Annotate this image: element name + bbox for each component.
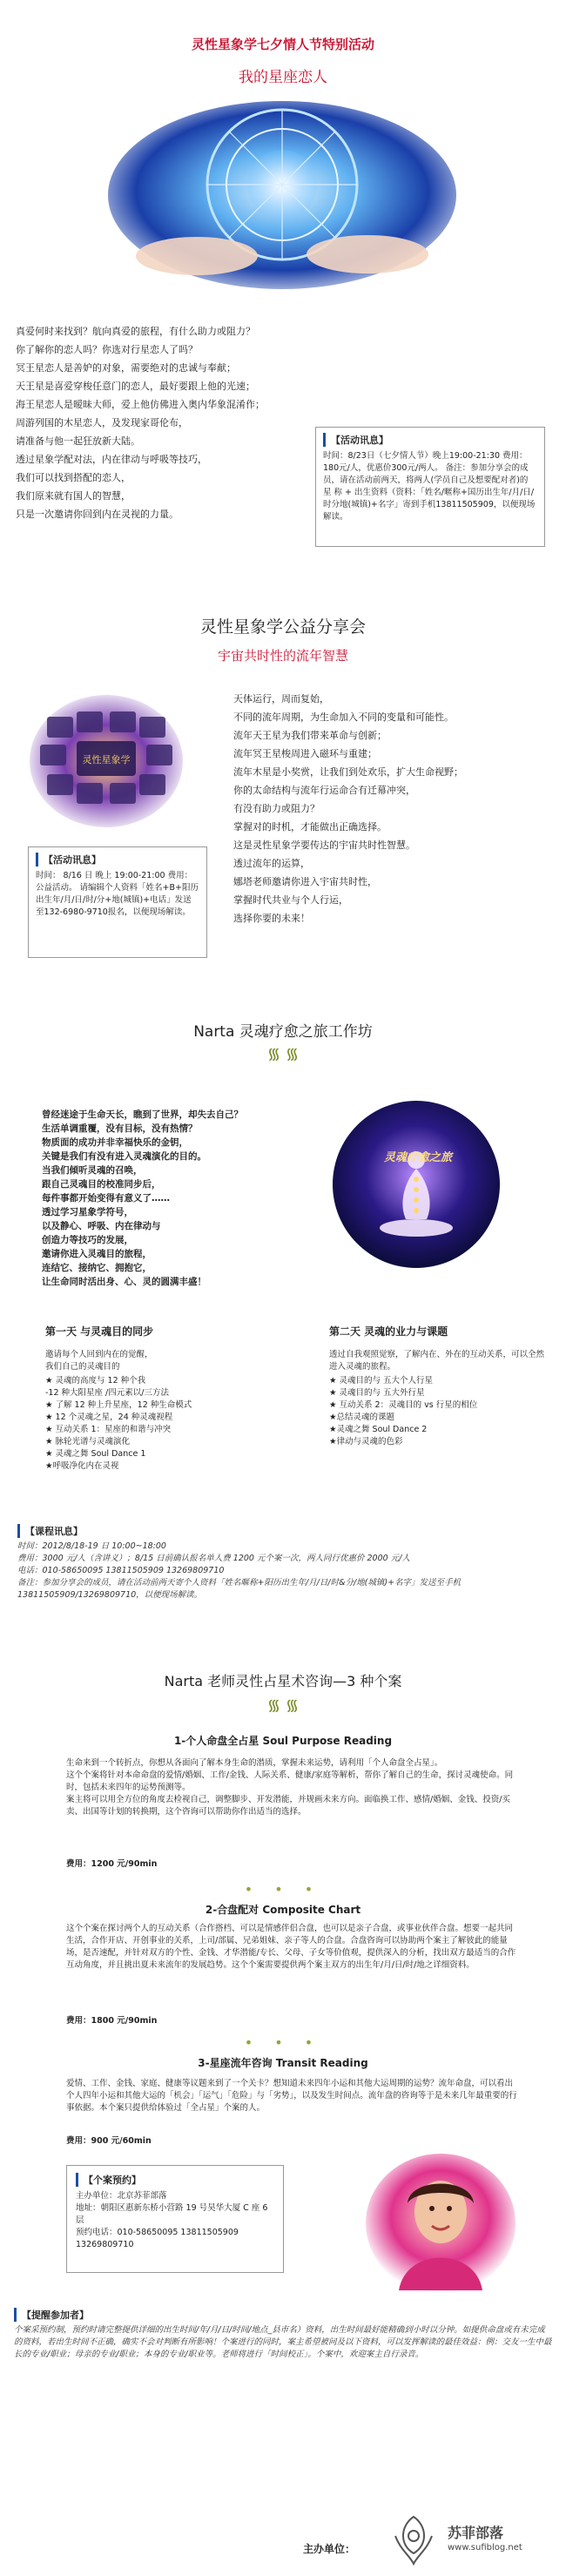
- event1-line: 真爱何时来找到？航向真爱的旅程，有什么助力或阻力？: [16, 326, 255, 337]
- event1-info-box: [315, 427, 545, 547]
- case1-title: 1-个人命盘全占星 Soul Purpose Reading: [173, 1735, 393, 1747]
- workshop-line: 跟自己灵魂目的校准同步后，: [42, 1179, 161, 1190]
- logo-icon: [383, 2510, 444, 2571]
- day2-item: ★ 灵魂目的与 五大个人行星: [329, 1376, 434, 1386]
- case3-text: 爱情、工作、金钱、家庭、健康等议题来到了一个关卡？想知道未来四年小运和其他大运周期的运势？流年命盘，可以看出个人四年小运和其他大运的「机会」「运气」「危险」与「劣势」，以及发生时间点。流年盘的咨询等于是未来几年最重要的行事依据。本个案只提供给体验过「全占星」个案的人。: [66, 2079, 517, 2113]
- event2-info-header: 【活动讯息】: [36, 853, 199, 867]
- event2-title: 灵性星象学公益分享会: [199, 617, 366, 637]
- workshop-line: 让生命同时活出身、心、灵的圆满丰盛！: [42, 1277, 206, 1287]
- workshop-line: 当我们倾听灵魂的召唤，: [42, 1165, 143, 1176]
- day1-item: ★ 了解 12 种上升星座，12 种生命模式: [45, 1400, 192, 1410]
- day1-item: ★呼吸净化内在灵视: [45, 1461, 119, 1471]
- workshop-line: 物质面的成功并非幸福快乐的金钥，: [42, 1137, 188, 1148]
- event1-line: 海王星恋人是暧昧大师，爱上他仿佛进入奥内华象混淆作；: [16, 399, 265, 410]
- day2-item: ★ 互动关系 2：灵魂目的 vs 行星的相位: [329, 1400, 478, 1410]
- organizer-label: 主办单位：: [303, 2543, 356, 2555]
- day1-item: ★ 互动关系 1：星座的和谐与冲突: [45, 1425, 172, 1434]
- logo-text: 苏菲部落: [448, 2525, 504, 2541]
- dots-divider: • • •: [244, 1881, 322, 1898]
- workshop-line: 邀请你进入灵魂目的旅程，: [42, 1249, 152, 1259]
- soul-healing-caption: 灵魂疗愈之旅: [383, 1151, 452, 1164]
- workshop-line: 关键是我们有没有进入灵魂演化的目的。: [42, 1151, 206, 1162]
- event2-line: 不同的流年周期，为生命加入不同的变量和可能性。: [233, 711, 454, 723]
- course-info-header: 【课程讯息】: [17, 1524, 549, 1538]
- soul-healing-image: [331, 1099, 502, 1270]
- day1-item: -12 种大阳星座 /四元素以/三方法: [45, 1388, 169, 1398]
- dots-divider: • • •: [244, 2034, 322, 2051]
- reminder-box: [14, 2308, 552, 2361]
- consult-title: Narta 老师灵性占星术咨询—3 种个案: [164, 1673, 402, 1689]
- workshop-line: 每件事都开始变得有意义了……: [42, 1193, 170, 1204]
- workshop-line: 生活单调重覆，没有目标，没有热情？: [42, 1123, 198, 1134]
- event1-line: 天王星是喜爱穿梭任意门的恋人，最好要跟上他的光速；: [16, 381, 255, 392]
- booking-box: [66, 2165, 284, 2273]
- zodiac-grid-image: [28, 692, 185, 830]
- booking-text: 主办单位：北京苏菲部落 地址：朝阳区惠新东桥小营路 19 号昊华大厦 C 座 6 层 预约电话：010-58650095 13811505909 13269809710: [76, 2191, 268, 2249]
- event2-line: 流年木星是小奖赏，让我们到处欢乐，扩大生命视野；: [233, 766, 463, 778]
- event2-info-box: [28, 846, 207, 958]
- day2-item: ★ 灵魂目的与 五大外行星: [329, 1388, 425, 1398]
- day1-item: ★ 灵魂的高度与 12 种个我: [45, 1376, 146, 1386]
- logo-url-text: www.sufiblog.net: [448, 2543, 522, 2552]
- day2-intro: 透过自我观照觉察，了解内在、外在的互动关系，可以全然进入灵魂的旅程。: [329, 1350, 545, 1372]
- event1-line: 请准备与他一起狂放新大陆。: [16, 435, 140, 447]
- event2-line: 有没有助力或阻力？: [233, 803, 320, 814]
- day2-item: ★律动与灵魂的色彩: [329, 1437, 403, 1446]
- event1-line: 只是一次邀请你回到内在灵视的力量。: [16, 509, 179, 520]
- event2-line: 透过流年的运算，: [233, 858, 310, 869]
- svg-text:灵性星象学: 灵性星象学: [82, 754, 131, 765]
- event2-line: 流年冥王星梭周进入磁环与重建；: [233, 748, 377, 759]
- event2-line: 这是灵性星象学要传达的宇宙共时性智慧。: [233, 840, 415, 851]
- day1-item: ★ 12 个灵魂之星，24 种灵魂视程: [45, 1413, 173, 1422]
- case3-price: 费用：900 元/60min: [66, 2136, 152, 2146]
- day2-title: 第二天 灵魂的业力与课题: [329, 1325, 448, 1338]
- case3-title: 3-星座流年咨询 Transit Reading: [198, 2057, 368, 2069]
- event1-info-text: 时间：8/23日（七夕情人节）晚上19:00-21:30 费用：180元/人，优惠价300元/两人。 备注：参加分享会的成员，请在活动前两天，将两人(学员自己及想要配对者)的 星 称 + 出生资料（资料：「姓名/暱称+国历出生年/月/日/时分地(城镇)+名字」寄到手机13811505909，以便现场解读。: [323, 451, 536, 522]
- course-info-text: 时间：2012/8/18-19 日 10:00~18:00 费用：3000 元/人（含讲义）；8/15 日前确认报名单人费 1200 元个案一次，两人同行优惠价 2000 元/人 电话：010-58650095 13811505909 13269809710 备注：参加分享会的成员，请在活动前两天寄个人资料「姓名暱称+阳历出生年/月/日/时&分/地(城镇)+名字」发送至手机 13811505909/13269809710，以便现场解读。: [17, 1541, 462, 1600]
- workshop-line: 连结它、接纳它、拥抱它，: [42, 1263, 152, 1273]
- event2-line: 流年天王星为我们带来革命与创新；: [233, 730, 387, 741]
- event1-text-block: [16, 322, 312, 523]
- event1-line: 冥王星恋人是善妒的对象，需要绝对的忠诚与奉献；: [16, 362, 236, 374]
- workshop-line: 创造力等技巧的发展，: [42, 1235, 133, 1245]
- event1-line: 我们原来就有国人的智慧，: [16, 490, 131, 502]
- ornament-icon: ᯾ ᯾: [266, 1045, 300, 1063]
- zodiac-wheel-image: [103, 91, 462, 300]
- day1-intro: 邀请每个人回到内在的觉醒， 我们自己的灵魂目的: [45, 1350, 153, 1372]
- event1-title: 灵性星象学七夕情人节特别活动: [191, 37, 374, 52]
- event2-info-text: 时间： 8/16 日 晚上 19:00-21:00 费用：公益活动。 请编辑个人资料「姓名+B+阳历出生年/月/日/时/分+地(城镇)+电话」发送至132-6980-9710报名，以便现场解读。: [36, 871, 199, 917]
- booking-header: 【个案预约】: [76, 2173, 274, 2187]
- event1-line: 我们可以找到搭配的恋人，: [16, 472, 131, 483]
- day1-block: [45, 1324, 254, 1473]
- event2-line: 掌握对的时机，才能做出正确选择。: [233, 821, 387, 833]
- day1-item: ★ 灵魂之舞 Soul Dance 1: [45, 1449, 146, 1459]
- reminder-text: 个案采预约制，预约时请完整提供详细的出生时间/年/月/日/时间/地点_县市名）资料，出生时间最好能精确到小时以分钟。如提供命盘或有未完成的资料，若出生时间不正确，确实不会对判断有所影响！个案进行的同时，案主希望被问及以下资料，可以发挥解读的最佳效益：例：交友一生中最长的专业/职业；母亲的专业/职业；本身的专业/职业等。老师将进行「时间校正」。个案中，欢迎案主自行录音。: [14, 2325, 552, 2359]
- event2-line: 掌握时代共业与个人行运，: [233, 894, 348, 906]
- day1-title: 第一天 与灵魂目的同步: [45, 1325, 154, 1338]
- event1-line: 周游列国的木星恋人，及发现家哥伦布，: [16, 417, 188, 428]
- ornament-icon: ᯾ ᯾: [266, 1696, 300, 1715]
- day2-item: ★总结灵魂的课题: [329, 1413, 395, 1422]
- case2-title: 2-合盘配对 Composite Chart: [205, 1904, 361, 1916]
- reminder-header: 【提醒参加者】: [14, 2308, 552, 2322]
- case1-text: 生命来到一个转折点，你想从各面向了解本身生命的潜质，掌握未来运势，请利用「个人命盘全占星」。 这个个案将针对本命命盘的爱情/婚姻、工作/金钱、人际关系、健康/家庭等解析，帮你了解自己的生命，探讨灵魂使命。同时，包括未来四年的运势预测等。 案主将可以用全方位的角度去检视自己，调整脚步、开发潜能，并规画未来方向。面临换工作、感情/婚姻、金钱、投资/买卖、出国等计划的转换期，这个咨询可以帮助你作出适当的选择。: [66, 1758, 514, 1817]
- case2-text: 这个个案在探讨两个人的互动关系（合作搭档、可以是情感伴侣合盘，也可以是亲子合盘，或事业伙伴合盘。想要一起共同生活，合作开店、开创事业的关系，上司/部属、兄弟姐妹、亲子等人的合盘。合盘咨询可以协助两个案主了解彼此的能量场，是否速配，并针对双方的个性、金钱、才华潜能/专长、父母、子女等价值观，提供深入的分析，找出双方最适当的合作互动角度，并且挑出夏未来流年的发展趋势。这个个案需要提供两个案主双方的出生年/月/日/时/地之详细资料。: [66, 1924, 516, 1970]
- event1-info-header: 【活动讯息】: [323, 433, 537, 447]
- case1-price: 费用：1200 元/90min: [66, 1859, 158, 1869]
- teacher-photo: [364, 2151, 517, 2296]
- workshop-line: 以及静心、呼吸、内在律动与: [42, 1221, 161, 1231]
- day2-item: ★灵魂之舞 Soul Dance 2: [329, 1425, 428, 1434]
- workshop-text-block: [42, 1108, 338, 1289]
- event2-line: 娜塔老师邀请你进入宇宙共时性，: [233, 876, 377, 887]
- event2-line: 天体运行，周而复始，: [233, 693, 329, 705]
- workshop-title: Narta 灵魂疗愈之旅工作坊: [193, 1023, 373, 1041]
- event1-subtitle: 我的星座恋人: [239, 69, 327, 86]
- event1-line: 你了解你的恋人吗？你选对行星恋人了吗？: [16, 344, 198, 355]
- event2-line: 选择你要的未来！: [233, 913, 310, 924]
- event2-subtitle: 宇宙共时性的流年智慧: [217, 648, 348, 664]
- event2-line: 你的太命结构与流年行运命合有迁幕冲突，: [233, 785, 415, 796]
- day1-item: ★ 脉轮光谱与灵魂演化: [45, 1437, 131, 1446]
- workshop-line: 曾经迷途于生命天长，瞧到了世界，却失去自己？: [42, 1109, 243, 1120]
- case2-price: 费用：1800 元/90min: [66, 2016, 158, 2026]
- workshop-line: 透过学习星象学符号，: [42, 1207, 133, 1217]
- event1-line: 透过星象学配对法，内在律动与呼吸等技巧，: [16, 454, 207, 465]
- course-info-box: [17, 1524, 549, 1602]
- day2-block: [329, 1324, 547, 1448]
- event2-text-block: [233, 690, 556, 927]
